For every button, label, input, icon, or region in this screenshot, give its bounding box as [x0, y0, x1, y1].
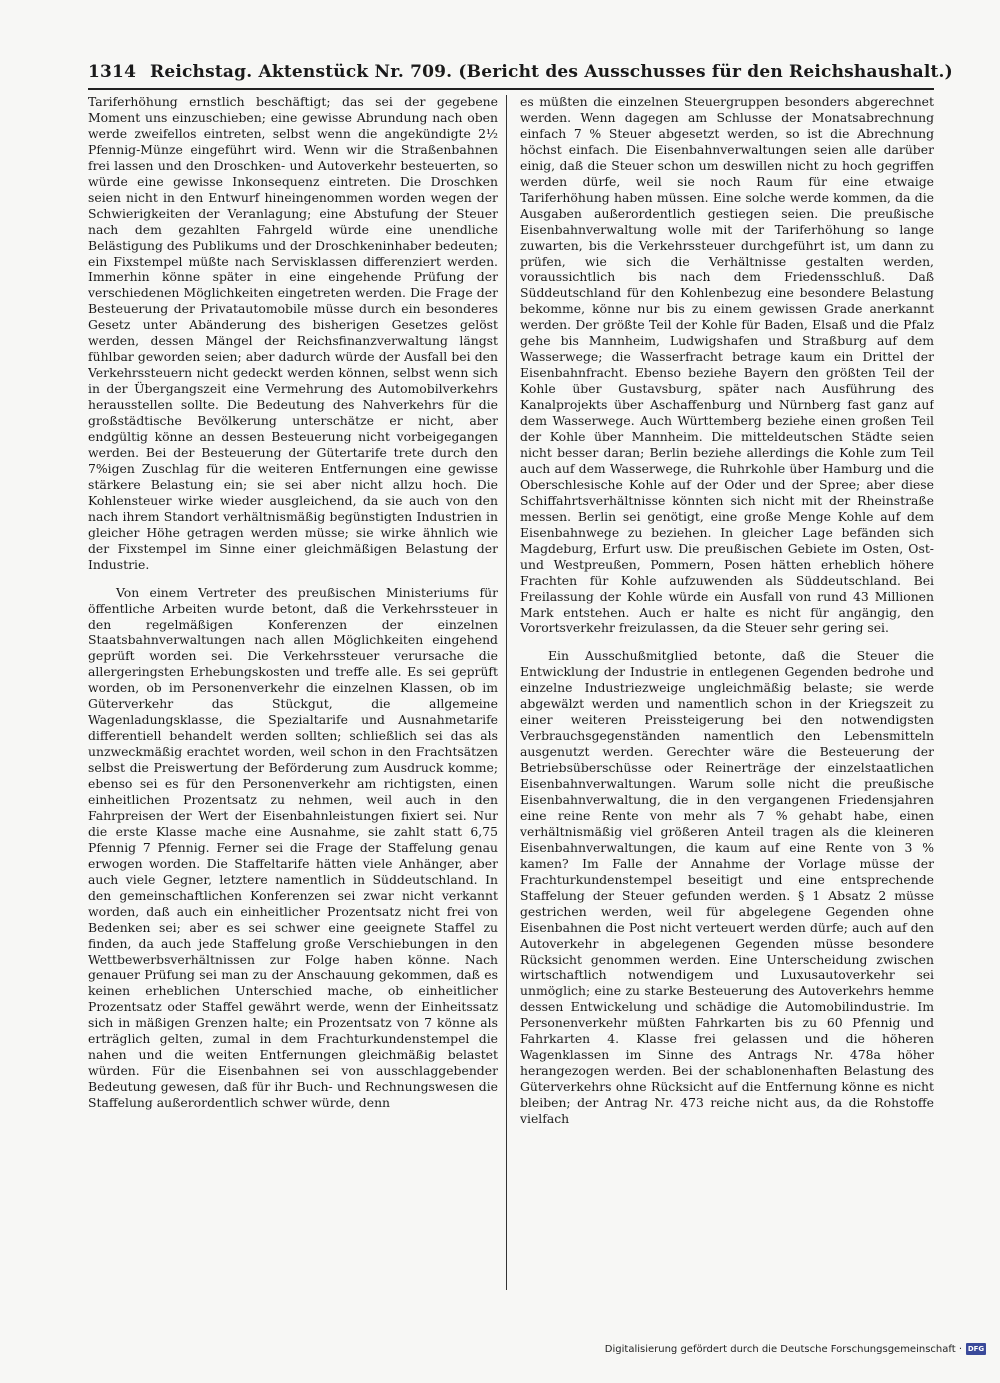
left-column: [88, 94, 498, 1290]
digitization-credit: [605, 1341, 986, 1357]
dfg-logo: DFG: [967, 1345, 985, 1353]
page-title: Reichstag. Aktenstück Nr. 709. (Bericht des Ausschusses für den Reichshaushalt.): [150, 62, 953, 82]
right-paragraph-2: Ein Ausschußmitglied betonte, daß die Steuer die Entwicklung der Industrie in entlegenen Gegenden bedrohe und einzelne Industriezweige ungleichmäßig belaste; sie werde abgewälzt werden und namentlich schon in der Kriegszeit zu einer weiteren Preissteigerung bei den notwendigsten Verbrauchsgegenständen namentlich den Lebensmitteln ausgenutzt werden. Gerechter wäre die Besteuerung der Betriebsüberschüsse oder Reinerträge der einzelstaatlichen Eisenbahnverwaltungen. Warum solle nicht die preußische Eisenbahnverwaltung, die in den vergangenen Friedensjahren eine reine Rente von mehr als 7 % gehabt habe, einen verhältnismäßig viel größeren Anteil tragen als die kleineren Eisenbahnverwaltungen, die kaum auf eine Rente von 3 % kamen? Im Falle der Annahme der Vorlage müsse der Frachturkundenstempel beseitigt und eine entsprechende Staffelung der Steuer gefunden werden. § 1 Absatz 2 müsse gestrichen werden, weil für abgelegene Gegenden ohne Eisenbahnen die Post nicht verteuert werden dürfe; auch auf den Autoverkehr in abgelegenen Gegenden müsse besondere Rücksicht genommen werden. Eine Unterscheidung zwischen wirtschaftlich notwendigem und Luxusautoverkehr sei unmöglich; eine zu starke Besteuerung des Autoverkehrs hemme dessen Entwickelung und schädige die Automobilindustrie. Im Personenverkehr müßten Fahrkarten bis zu 60 Pfennig und Fahrkarten 4. Klasse frei gelassen und die höheren Wagenklassen im Sinne des Antrags Nr. 478a höher herangezogen werden. Bei der schablonenhaften Belastung des Güterverkehrs ohne Rücksicht auf die Entfernung könne es nicht bleiben; der Antrag Nr. 473 reiche nicht aus, da die Rohstoffe vielfach: [520, 648, 934, 1127]
header-rule: [88, 88, 934, 90]
left-paragraph-2: Von einem Vertreter des preußischen Ministeriums für öffentliche Arbeiten wurde betont, daß die Verkehrssteuer in den regelmäßigen Konferenzen der einzelnen Staatsbahnverwaltungen nach allen Möglichkeiten eingehend geprüft worden sei. Die Verkehrssteuer verursache die allergeringsten Erhebungskosten und treffe alle. Es sei geprüft worden, ob im Personenverkehr die einzelnen Klassen, ob im Güterverkehr das Stückgut, die allgemeine Wagenladungsklasse, die Spezialtarife und Ausnahmetarife differentiell behandelt werden sollten; schließlich sei das als unzweckmäßig erachtet worden, weil schon in den Frachtsätzen selbst die Preiswertung der Beförderung zum Ausdruck komme; ebenso sei es für den Personenverkehr am richtigsten, einen einheitlichen Prozentsatz zu nehmen, weil auch in den Fahrpreisen der Wert der Eisenbahnleistungen fixiert sei. Nur die erste Klasse mache eine Ausnahme, sie zahlt statt 6,75 Pfennig 7 Pfennig. Ferner sei die Frage der Staffelung genau erwogen worden. Die Staffeltarife hätten viele Anhänger, aber auch viele Gegner, letztere namentlich in Süddeutschland. In den gemeinschaftlichen Konferenzen sei zwar nicht verkannt worden, daß auch ein einheitlicher Prozentsatz nicht frei von Bedenken sei; aber es sei schwer eine geeignete Staffel zu finden, da auch jede Staffelung große Verschiebungen in den Wettbewerbsverhältnissen zur Folge haben könne. Nach genauer Prüfung sei man zu der Anschauung gekommen, daß es keinen erheblichen Unterschied mache, ob einheitlicher Prozentsatz oder Staffel gewährt werde, wenn der Einheitssatz sich in mäßigen Grenzen halte; ein Prozentsatz von 7 könne als erträglich gelten, zumal in dem Frachturkundenstempel die nahen und die weiten Entfernungen gleichmäßig belastet würden. Für die Eisenbahnen sei von ausschlaggebender Bedeutung gewesen, daß für ihr Buch- und Rechnungswesen die Staffelung außerordentlich schwer würde, denn: [88, 584, 498, 1111]
page-header: [88, 60, 953, 86]
credit-text: Digitalisierung gefördert durch die Deutsche Forschungsgemeinschaft ·: [604, 1343, 962, 1355]
right-column: [520, 94, 934, 1296]
page-number: 1314: [88, 62, 137, 82]
right-paragraph-1: es müßten die einzelnen Steuergruppen besonders abgerechnet werden. Wenn dagegen am Schlusse der Monatsabrechnung einfach 7 % Steuer abgesetzt werden, so ist die Abrechnung höchst einfach. Die Eisenbahnverwaltungen seien alle darüber einig, daß die Steuer schon um deswillen nicht zu hoch gegriffen werden dürfe, weil sie noch Raum für eine etwaige Tariferhöhung haben müssen. Eine solche werde kommen, da die Ausgaben außerordentlich gestiegen seien. Die preußische Eisenbahnverwaltung wolle mit der Tariferhöhung so lange zuwarten, bis die Verkehrssteuer durchgeführt ist, um dann zu prüfen, wie sich die Verhältnisse gestalten werden, voraussichtlich bis nach dem Friedensschluß. Daß Süddeutschland für den Kohlenbezug eine besondere Belastung bekomme, könne nur bis zu einem gewissen Grade anerkannt werden. Der größte Teil der Kohle für Baden, Elsaß und die Pfalz gehe bis Mannheim, Ludwigshafen und Straßburg auf dem Wasserwege; die Wasserfracht betrage kaum ein Drittel der Eisenbahnfracht. Ebenso beziehe Bayern den größten Teil der Kohle über Gustavsburg, später nach Ausführung des Kanalprojekts über Aschaffenburg und Nürnberg fast ganz auf dem Wasserwege. Auch Württemberg beziehe einen großen Teil der Kohle über Mannheim. Die mitteldeutschen Städte seien nicht besser daran; Berlin beziehe allerdings die Kohle zum Teil auch auf dem Wasserwege, die Ruhrkohle über Hamburg und die Oberschlesische Kohle auf der Oder und der Spree; aber diese Schiffahrtsverhältnisse könnten sich nicht mit der Rheinstraße messen. Berlin sei genötigt, eine große Menge Kohle auf dem Eisenbahnwege zu beziehen. In gleicher Lage befänden sich Magdeburg, Erfurt usw. Die preußischen Gebiete im Osten, Ost- und Westpreußen, Pommern, Posen hätten erheblich höhere Frachten für Kohle aufzuwenden als Süddeutschland. Bei Freilassung der Kohle würde ein Ausfall von rund 43 Millionen Mark entstehen. Auch er halte es nicht für angängig, den Vorortsverkehr freizulassen, da die Steuer sehr gering sei.: [520, 94, 934, 636]
column-divider: [506, 95, 507, 1290]
left-paragraph-1: Tariferhöhung ernstlich beschäftigt; das sei der gegebene Moment uns einzuschieben; eine gewisse Abrundung nach oben werde zweifellos eintreten, selbst wenn die angekündigte 2½ Pfennig-Münze eingeführt wird. Wenn wir die Straßenbahnen frei lassen und den Droschken- und Autoverkehr besteuerten, so würde eine gewisse Inkonsequenz eintreten. Die Droschken seien nicht in den Entwurf hineingenommen worden wegen der Schwierigkeiten der Veranlagung; eine Abstufung der Steuer nach dem gezahlten Fahrgeld würde eine unendliche Belästigung des Publikums und der Droschkeninhaber bedeuten; ein Fixstempel müßte nach Servisklassen differenziert werden. Immerhin könne später in eine eingehende Prüfung der verschiedenen Möglichkeiten eingetreten werden. Die Frage der Besteuerung der Privatautomobile müsse durch ein besonderes Gesetz unter Abänderung des bisherigen Gesetzes gelöst werden, dessen Mängel der Reichsfinanzverwaltung längst fühlbar geworden seien; aber dadurch würde der Ausfall bei den Verkehrssteuern nicht gedeckt werden können, selbst wenn sich in der Übergangszeit eine Vermehrung des Automobilverkehrs herausstellen sollte. Die Bedeutung des Nahverkehrs für die großstädtische Bevölkerung unterschätze er nicht, aber endgültig könne an dessen Besteuerung nicht vorbeigegangen werden. Bei der Besteuerung der Gütertarife trete durch den 7%igen Zuschlag für die weiteren Entfernungen eine gewisse stärkere Belastung ein; sie sei aber nicht allzu hoch. Die Kohlensteuer wirke wieder ausgleichend, da sie auch von den nach ihrem Standort verhältnismäßig begünstigten Industrien in gleicher Höhe getragen werden müsse; sie wirke ähnlich wie der Fixstempel im Sinne einer gleichmäßigen Belastung der Industrie.: [88, 94, 498, 572]
